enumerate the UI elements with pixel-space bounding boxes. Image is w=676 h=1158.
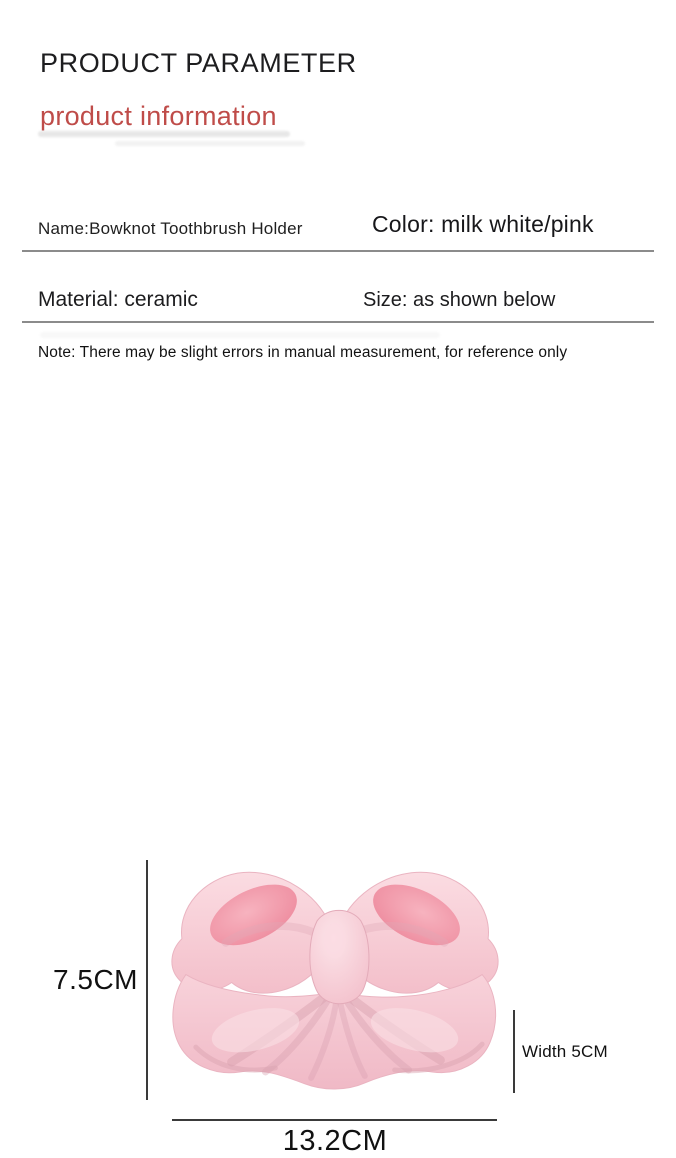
row-divider xyxy=(22,321,654,323)
ghost-artifact xyxy=(40,332,440,338)
bowknot-product-image xyxy=(166,863,504,1097)
page-subtitle: product information xyxy=(40,101,277,131)
spec-cell-name: Name:Bowknot Toothbrush Holder xyxy=(38,219,303,238)
spec-cell-size: Size: as shown below xyxy=(363,289,556,311)
row-divider xyxy=(22,250,654,252)
spec-cell-material: Material: ceramic xyxy=(38,288,198,311)
product-figure xyxy=(0,420,676,1157)
height-dimension-line xyxy=(146,860,148,1100)
height-dimension-label: 7.5CM xyxy=(53,964,138,995)
page-title: PRODUCT PARAMETER xyxy=(40,48,357,78)
product-image xyxy=(166,863,504,1097)
spec-note: Note: There may be slight errors in manual measurement, for reference only xyxy=(38,344,568,361)
ghost-artifact xyxy=(38,131,290,137)
width-dimension-line xyxy=(513,1010,515,1093)
length-dimension-label: 13.2CM xyxy=(282,1125,388,1157)
length-dimension-line xyxy=(172,1119,497,1121)
spec-cell-color: Color: milk white/pink xyxy=(372,211,594,237)
ghost-artifact xyxy=(115,141,305,146)
width-dimension-label: Width 5CM xyxy=(522,1042,608,1061)
